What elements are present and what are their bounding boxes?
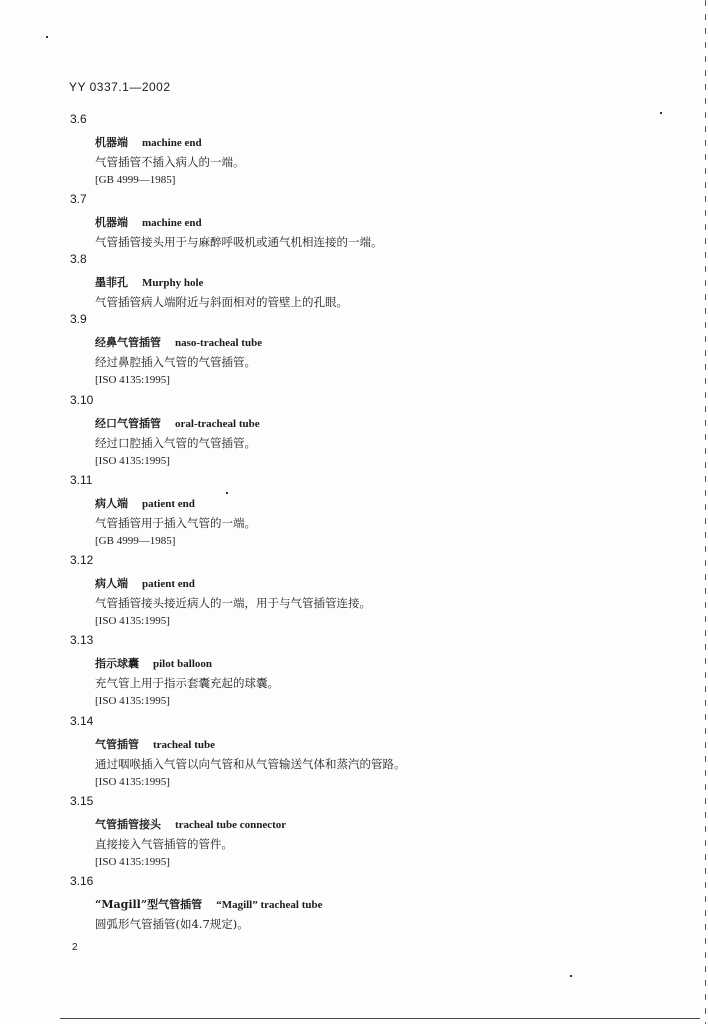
scan-edge-line — [705, 0, 706, 1024]
term-english: oral-tracheal tube — [175, 417, 260, 430]
term-chinese: 机器端 — [95, 136, 128, 149]
term-reference: [ISO 4135:1995] — [95, 775, 170, 788]
clause-number: 3.15 — [70, 794, 94, 809]
definition-entry — [0, 393, 708, 473]
term-chinese: 指示球囊 — [95, 657, 139, 671]
definition-entry — [0, 473, 708, 553]
scan-speck — [660, 112, 662, 114]
scan-speck — [46, 36, 48, 38]
definition-entry — [0, 192, 708, 252]
term-english: machine end — [142, 217, 202, 230]
term — [95, 415, 260, 431]
term-chinese: 墨菲孔 — [95, 276, 128, 290]
term-chinese: 经鼻气管插管 — [95, 336, 161, 350]
definition-entry — [0, 252, 708, 312]
definition-entry — [0, 553, 708, 633]
definition-entry — [0, 874, 708, 934]
term — [95, 896, 323, 912]
term-definition: 气管插管病人端附近与斜面相对的管壁上的孔眼。 — [95, 295, 348, 310]
term-reference: [ISO 4135:1995] — [95, 374, 170, 387]
term-english: “Magill” tracheal tube — [216, 899, 323, 912]
term-reference: [ISO 4135:1995] — [95, 856, 170, 869]
term-definition: 气管插管不插入病人的一端。 — [95, 155, 245, 169]
document-header: YY 0337.1—2002 — [69, 80, 171, 94]
term-reference: [GB 4999—1985] — [95, 174, 176, 186]
term — [95, 134, 202, 150]
term-chinese: 病人端 — [95, 577, 128, 591]
term — [95, 816, 286, 832]
term-definition: 圆弧形气管插管(如4.7规定)。 — [95, 917, 249, 932]
term-english: tracheal tube — [153, 738, 216, 751]
term-english: machine end — [142, 137, 202, 149]
scan-speck — [226, 492, 228, 494]
term-reference: [ISO 4135:1995] — [95, 615, 170, 628]
scan-bottom-line — [60, 1018, 700, 1019]
term — [95, 575, 195, 591]
term-reference: [ISO 4135:1995] — [95, 695, 170, 708]
definition-entry — [0, 112, 708, 192]
clause-number: 3.14 — [70, 713, 94, 728]
definitions-list — [0, 112, 708, 934]
page-number: 2 — [72, 942, 78, 953]
term-chinese: 经口气管插管 — [95, 416, 161, 430]
definition-entry — [0, 312, 708, 392]
term-english: Murphy hole — [142, 277, 204, 290]
term-definition: 气管插管用于插入气管的一端。 — [95, 515, 256, 530]
clause-number: 3.6 — [70, 112, 87, 126]
clause-number: 3.13 — [70, 633, 94, 648]
term-english: patient end — [142, 578, 195, 591]
term-chinese: 机器端 — [95, 216, 128, 230]
term-definition: 气管插管接头接近病人的一端，用于与气管插管连接。 — [95, 596, 371, 611]
term-reference: [GB 4999—1985] — [95, 534, 176, 547]
definition-entry — [0, 714, 708, 794]
term-english: patient end — [142, 497, 195, 510]
term — [95, 214, 202, 230]
term-definition: 经过鼻腔插入气管的气管插管。 — [95, 355, 256, 370]
clause-number: 3.11 — [70, 472, 93, 487]
term — [95, 334, 262, 350]
term-definition: 充气管上用于指示套囊充起的球囊。 — [95, 676, 279, 691]
term-english: naso-tracheal tube — [175, 337, 263, 350]
term-chinese: “Magill”型气管插管 — [95, 898, 203, 912]
scan-speck — [570, 975, 572, 977]
definition-entry — [0, 794, 708, 874]
clause-number: 3.9 — [70, 312, 87, 327]
definition-entry — [0, 633, 708, 713]
term-english: tracheal tube connector — [175, 819, 287, 832]
clause-number: 3.7 — [70, 192, 87, 207]
term-definition: 经过口腔插入气管的气管插管。 — [95, 435, 256, 450]
term-chinese: 气管插管接头 — [95, 818, 161, 832]
term — [95, 495, 195, 511]
term-definition: 通过咽喉插入气管以向气管和从气管输送气体和蒸汽的管路。 — [95, 756, 406, 771]
term-english: pilot balloon — [153, 658, 212, 671]
clause-number: 3.8 — [70, 252, 87, 267]
term-reference: [ISO 4135:1995] — [95, 454, 170, 467]
term — [95, 655, 212, 671]
term-chinese: 病人端 — [95, 496, 128, 510]
term — [95, 736, 215, 752]
term-definition: 直接接入气管插管的管件。 — [95, 837, 233, 852]
term — [95, 274, 203, 290]
term-chinese: 气管插管 — [95, 737, 139, 751]
clause-number: 3.16 — [70, 874, 94, 889]
term-definition: 气管插管接头用于与麻醉呼吸机或通气机相连接的一端。 — [95, 235, 383, 250]
clause-number: 3.12 — [70, 553, 94, 568]
clause-number: 3.10 — [70, 392, 94, 407]
